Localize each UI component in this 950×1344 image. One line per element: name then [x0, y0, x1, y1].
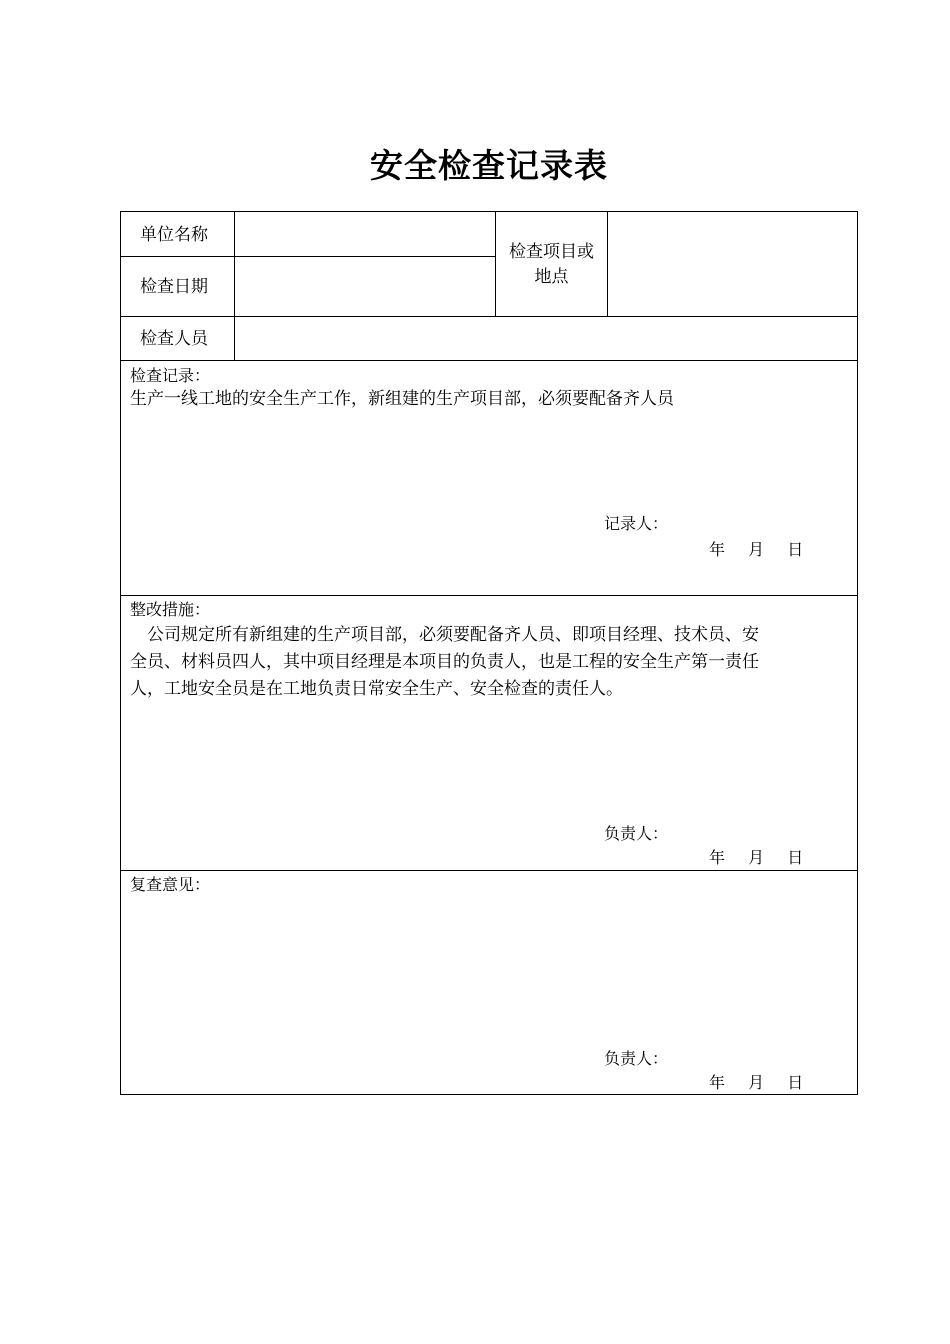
- record-date: [709, 540, 803, 560]
- rule-row1: [120, 256, 496, 257]
- inspector-field[interactable]: [240, 329, 850, 351]
- rectification-title: 整改措施：: [130, 600, 211, 619]
- review-signer-label: 负责人：: [604, 1049, 669, 1068]
- record-date-month: 月: [748, 540, 765, 559]
- rectification-line2: 全员、材料员四人，其中项目经理是本项目的负责人，也是工程的安全生产第一责任: [130, 652, 759, 672]
- record-signer-label: 记录人：: [604, 514, 669, 533]
- rule-row2: [120, 316, 858, 317]
- rectification-date-month: 月: [748, 848, 765, 867]
- check-item-label-line2: 地点: [534, 267, 569, 287]
- rectification-date-day: 日: [787, 848, 804, 867]
- rectification-date: [709, 848, 803, 868]
- review-date-month: 月: [748, 1073, 765, 1092]
- rectification-signer-label: 负责人：: [604, 824, 669, 843]
- record-text: 生产一线工地的安全生产工作，新组建的生产项目部，必须要配备齐人员: [130, 389, 674, 409]
- rectification-line3: 人，工地安全员是在工地负责日常安全生产、安全检查的责任人。: [130, 679, 623, 699]
- rectification-line1: 公司规定所有新组建的生产项目部，必须要配备齐人员、即项目经理、技术员、安: [147, 625, 759, 645]
- record-date-day: 日: [787, 540, 804, 559]
- rule-row3: [120, 360, 858, 361]
- rule-col1: [234, 211, 235, 361]
- check-item-label: [496, 240, 607, 290]
- unit-name-field[interactable]: [240, 225, 490, 247]
- rectification-text: [130, 622, 842, 703]
- rule-row5: [120, 870, 858, 871]
- rectification-date-year: 年: [709, 848, 726, 867]
- inspector-label: 检查人员: [140, 329, 208, 349]
- review-date-day: 日: [787, 1073, 804, 1092]
- check-item-field[interactable]: [614, 255, 850, 277]
- document-title: 安全检查记录表: [370, 146, 608, 185]
- rule-row4: [120, 595, 858, 596]
- check-date-label: 检查日期: [140, 277, 208, 297]
- review-text[interactable]: [130, 898, 842, 1038]
- check-item-label-line1: 检查项目或: [509, 242, 594, 262]
- unit-name-label: 单位名称: [140, 225, 208, 245]
- record-title: 检查记录：: [130, 366, 211, 385]
- record-date-year: 年: [709, 540, 726, 559]
- review-date-year: 年: [709, 1073, 726, 1092]
- review-date: [709, 1073, 803, 1093]
- rule-col3: [607, 211, 608, 317]
- check-date-field[interactable]: [240, 277, 490, 299]
- review-title: 复查意见：: [130, 875, 211, 894]
